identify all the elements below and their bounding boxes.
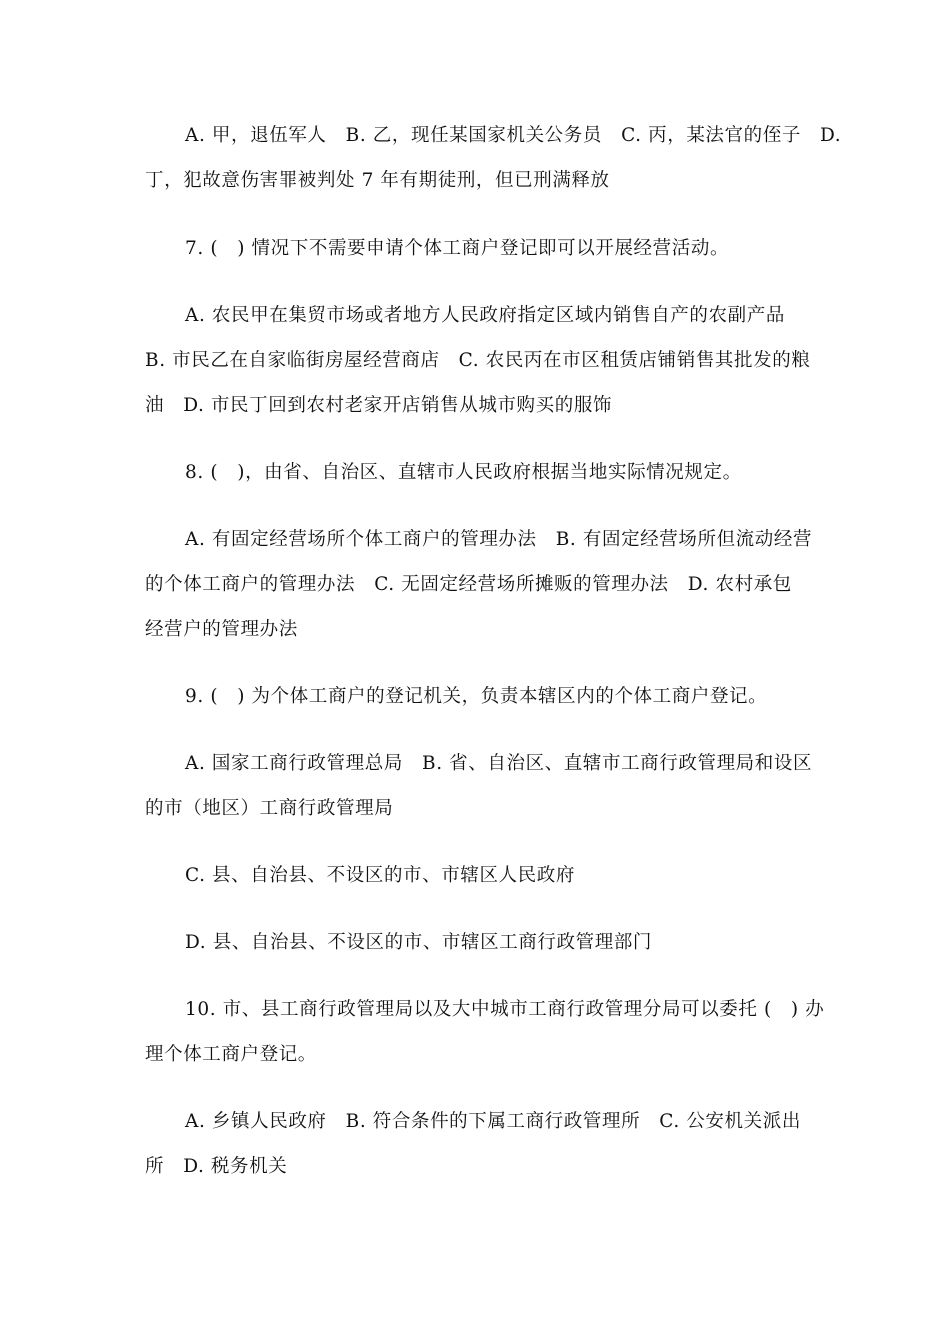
text-line: 丁，犯故意伤害罪被判处 7 年有期徒刑，但已刑满释放 (145, 170, 610, 191)
text-line: 所 D. 税务机关 (145, 1156, 288, 1177)
text-line: 8. ( )，由省、自治区、直辖市人民政府根据当地实际情况规定。 (185, 462, 742, 483)
text-line: 的市（地区）工商行政管理局 (145, 798, 394, 819)
text-line: 7. ( ) 情况下不需要申请个体工商户登记即可以开展经营活动。 (185, 238, 730, 259)
question-9-option-d (145, 920, 815, 965)
question-6-options (145, 113, 842, 203)
text-line: 理个体工商户登记。 (145, 1044, 317, 1065)
question-7 (145, 226, 815, 271)
text-line: 9. ( ) 为个体工商户的登记机关，负责本辖区内的个体工商户登记。 (185, 686, 768, 707)
text-line: D. 县、自治县、不设区的市、市辖区工商行政管理部门 (185, 932, 653, 953)
question-7-options (145, 293, 815, 428)
question-10-options (145, 1099, 815, 1189)
text-line: A. 有固定经营场所个体工商户的管理办法 B. 有固定经营场所但流动经营 (185, 529, 813, 550)
text-line: B. 市民乙在自家临街房屋经营商店 C. 农民丙在市区租赁店铺销售其批发的粮 (145, 350, 811, 371)
text-line: A. 甲，退伍军人 B. 乙，现任某国家机关公务员 C. 丙，某法官的侄子 D. (185, 125, 842, 146)
question-8-options (145, 517, 815, 652)
text-line: 经营户的管理办法 (145, 619, 298, 640)
question-9-options-ab (145, 741, 815, 831)
text-line: 油 D. 市民丁回到农村老家开店销售从城市购买的服饰 (145, 395, 613, 416)
question-9-option-c (145, 853, 815, 898)
text-line: A. 乡镇人民政府 B. 符合条件的下属工商行政管理所 C. 公安机关派出 (185, 1111, 801, 1132)
text-line: 的个体工商户的管理办法 C. 无固定经营场所摊贩的管理办法 D. 农村承包 (145, 574, 792, 595)
question-10 (145, 987, 825, 1077)
question-8 (145, 450, 815, 495)
text-line: A. 国家工商行政管理总局 B. 省、自治区、直辖市工商行政管理局和设区 (185, 753, 813, 774)
question-9 (145, 674, 815, 719)
text-line: C. 县、自治县、不设区的市、市辖区人民政府 (185, 865, 575, 886)
text-line: 10. 市、县工商行政管理局以及大中城市工商行政管理分局可以委托 ( ) 办 (185, 999, 825, 1020)
text-line: A. 农民甲在集贸市场或者地方人民政府指定区域内销售自产的农副产品 (185, 305, 785, 326)
